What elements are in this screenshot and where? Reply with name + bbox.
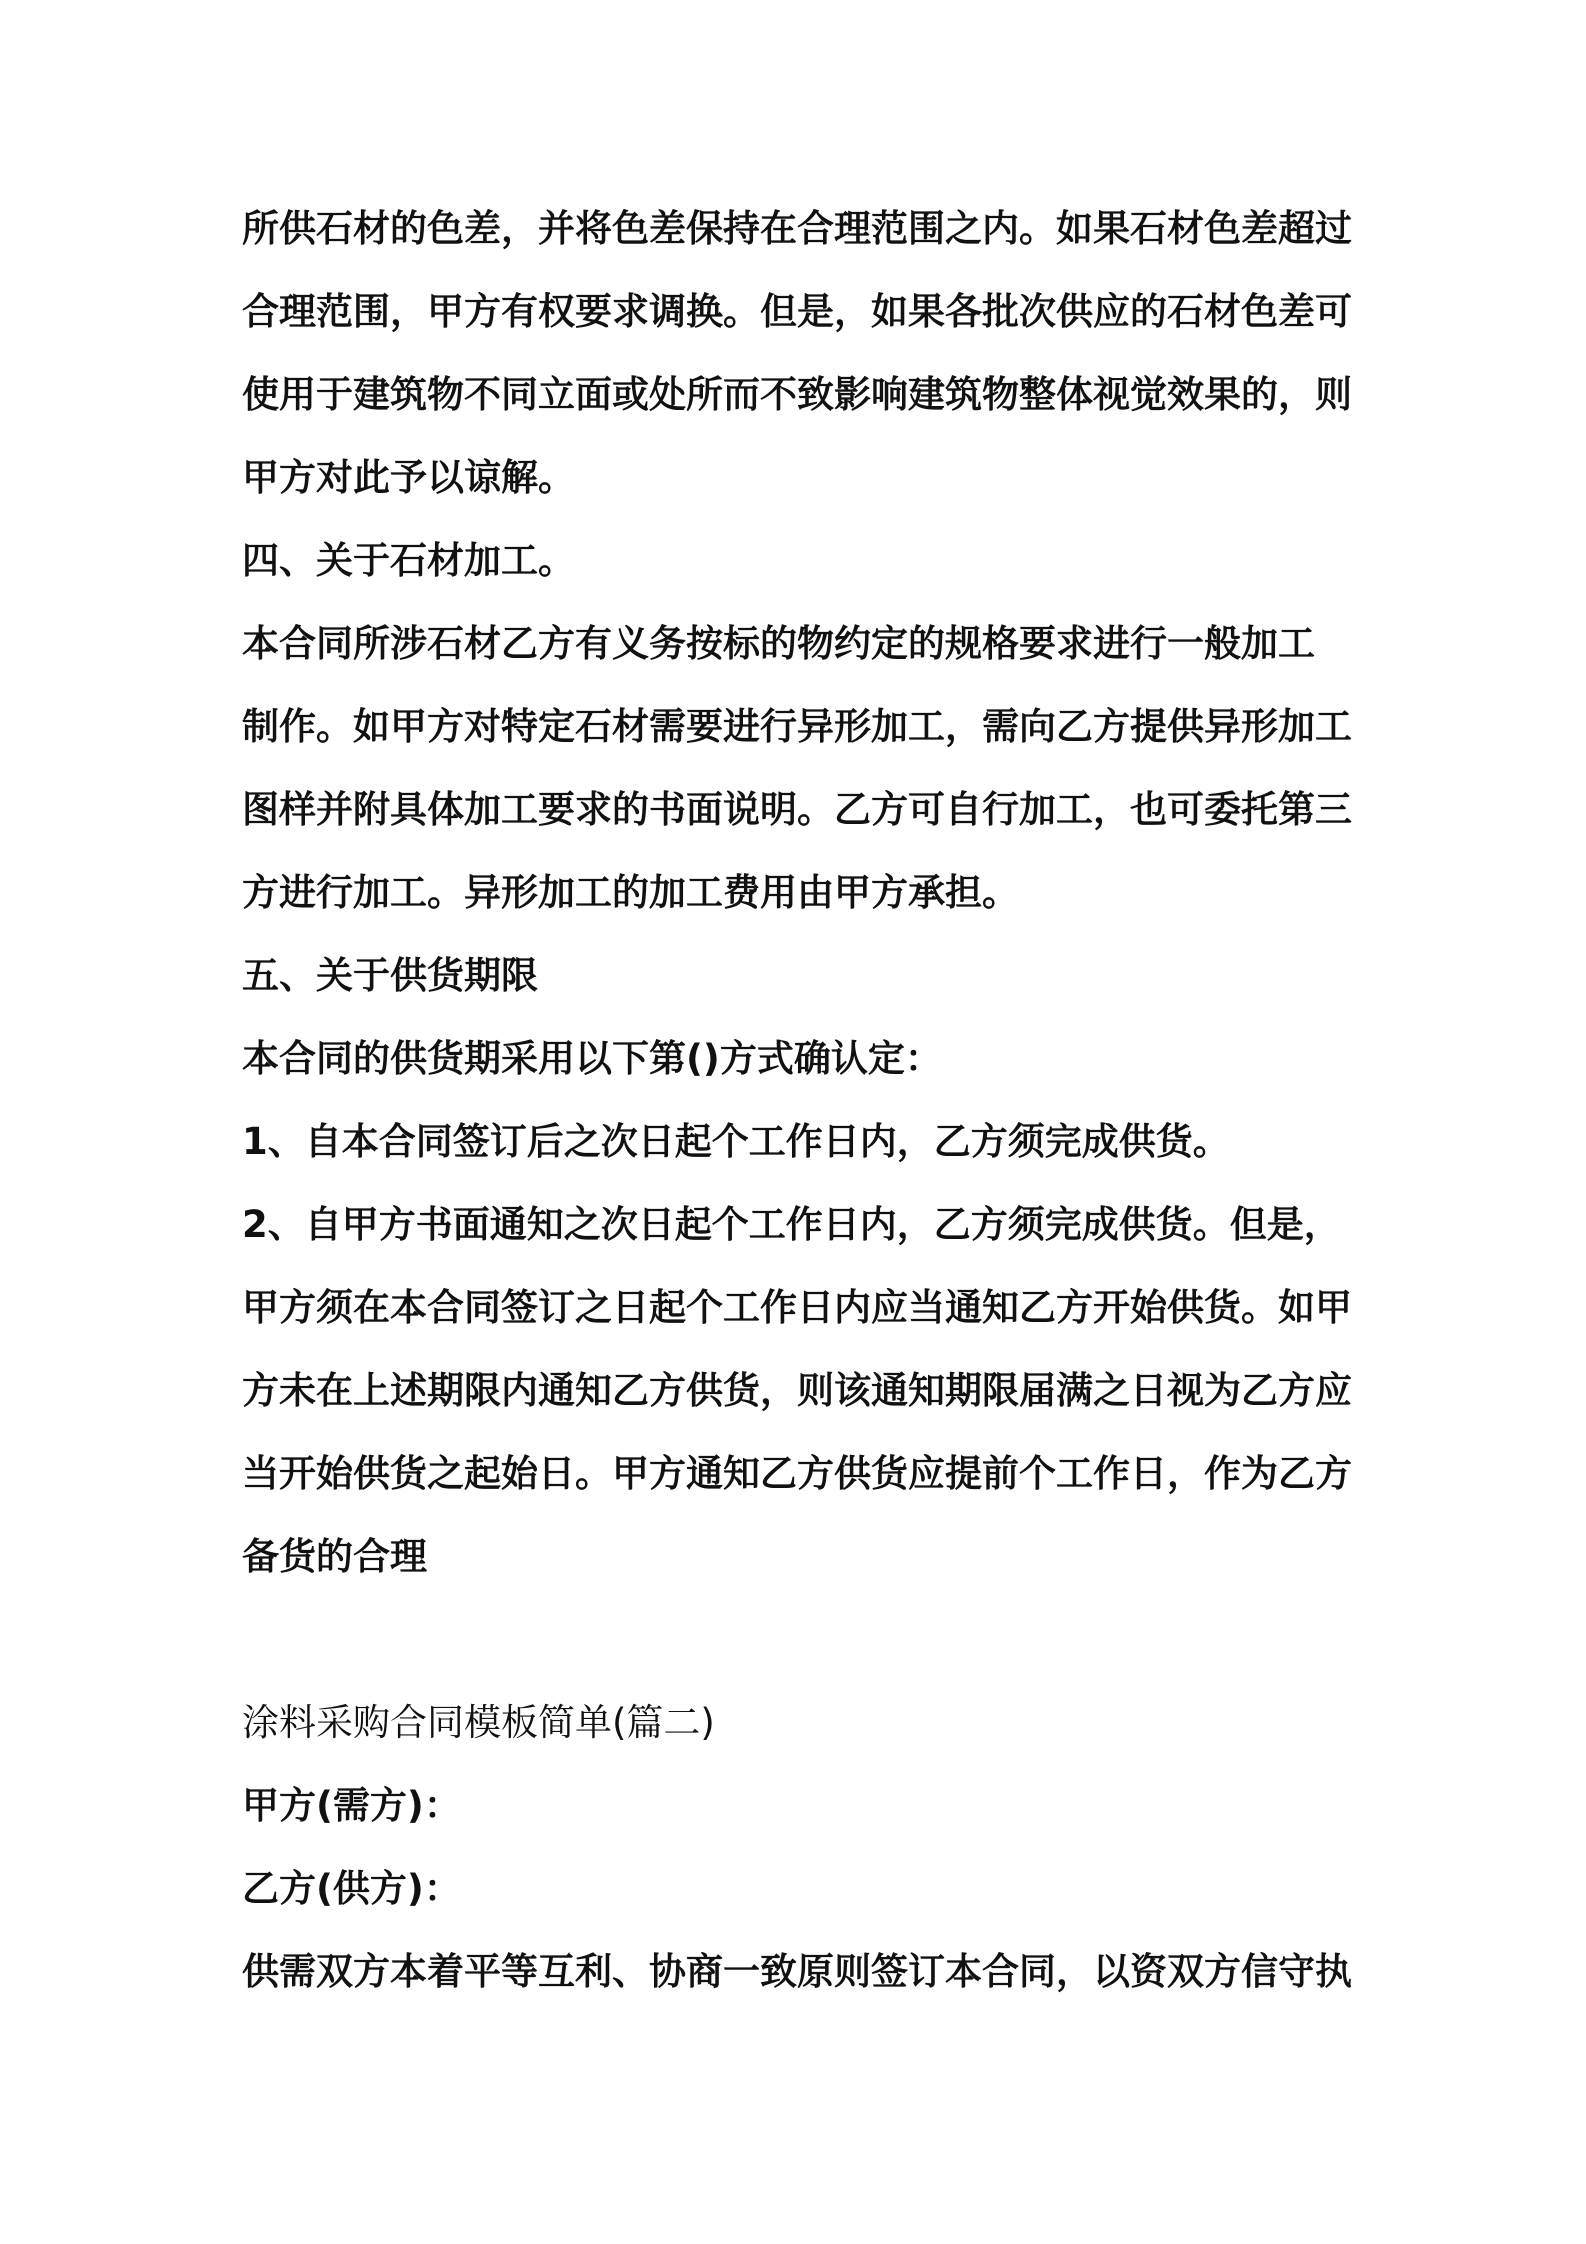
paragraph-line: 方进行加工。异形加工的加工费用由甲方承担。 [242,871,1019,914]
list-item-2-line: 备货的合理 [242,1535,427,1578]
party-b-label: 乙方(供方)： [242,1867,461,1910]
paragraph-line: 本合同所涉石材乙方有义务按标的物约定的规格要求进行一般加工 [242,622,1315,665]
party-a-label: 甲方(需方)： [242,1784,461,1827]
paragraph-line: 供需双方本着平等互利、协商一致原则签订本合同，以资双方信守执 [242,1950,1352,1993]
list-item-1: 1、自本合同签订后之次日起个工作日内，乙方须完成供货。 [242,1120,1230,1163]
paragraph-line: 使用于建筑物不同立面或处所而不致影响建筑物整体视觉效果的，则 [242,373,1352,416]
paragraph-line: 所供石材的色差，并将色差保持在合理范围之内。如果石材色差超过 [242,207,1352,250]
paragraph-line: 图样并附具体加工要求的书面说明。乙方可自行加工，也可委托第三 [242,788,1352,831]
list-item-2-line: 方未在上述期限内通知乙方供货，则该通知期限届满之日视为乙方应 [242,1369,1352,1412]
list-item-2-line: 甲方须在本合同签订之日起个工作日内应当通知乙方开始供货。如甲 [242,1286,1352,1329]
list-item-2-line: 2、自甲方书面通知之次日起个工作日内，乙方须完成供货。但是， [242,1203,1341,1246]
paragraph-line: 本合同的供货期采用以下第()方式确认定： [242,1037,942,1080]
paragraph-line: 甲方对此予以谅解。 [242,456,575,499]
section-heading-delivery: 五、关于供货期限 [242,954,538,997]
paragraph-line: 合理范围，甲方有权要求调换。但是，如果各批次供应的石材色差可 [242,290,1352,333]
paragraph-line: 制作。如甲方对特定石材需要进行异形加工，需向乙方提供异形加工 [242,705,1352,748]
section-heading-processing: 四、关于石材加工。 [242,539,575,582]
list-item-2-line: 当开始供货之起始日。甲方通知乙方供货应提前个工作日，作为乙方 [242,1452,1352,1495]
document-title-part-two: 涂料采购合同模板简单(篇二) [242,1701,715,1744]
